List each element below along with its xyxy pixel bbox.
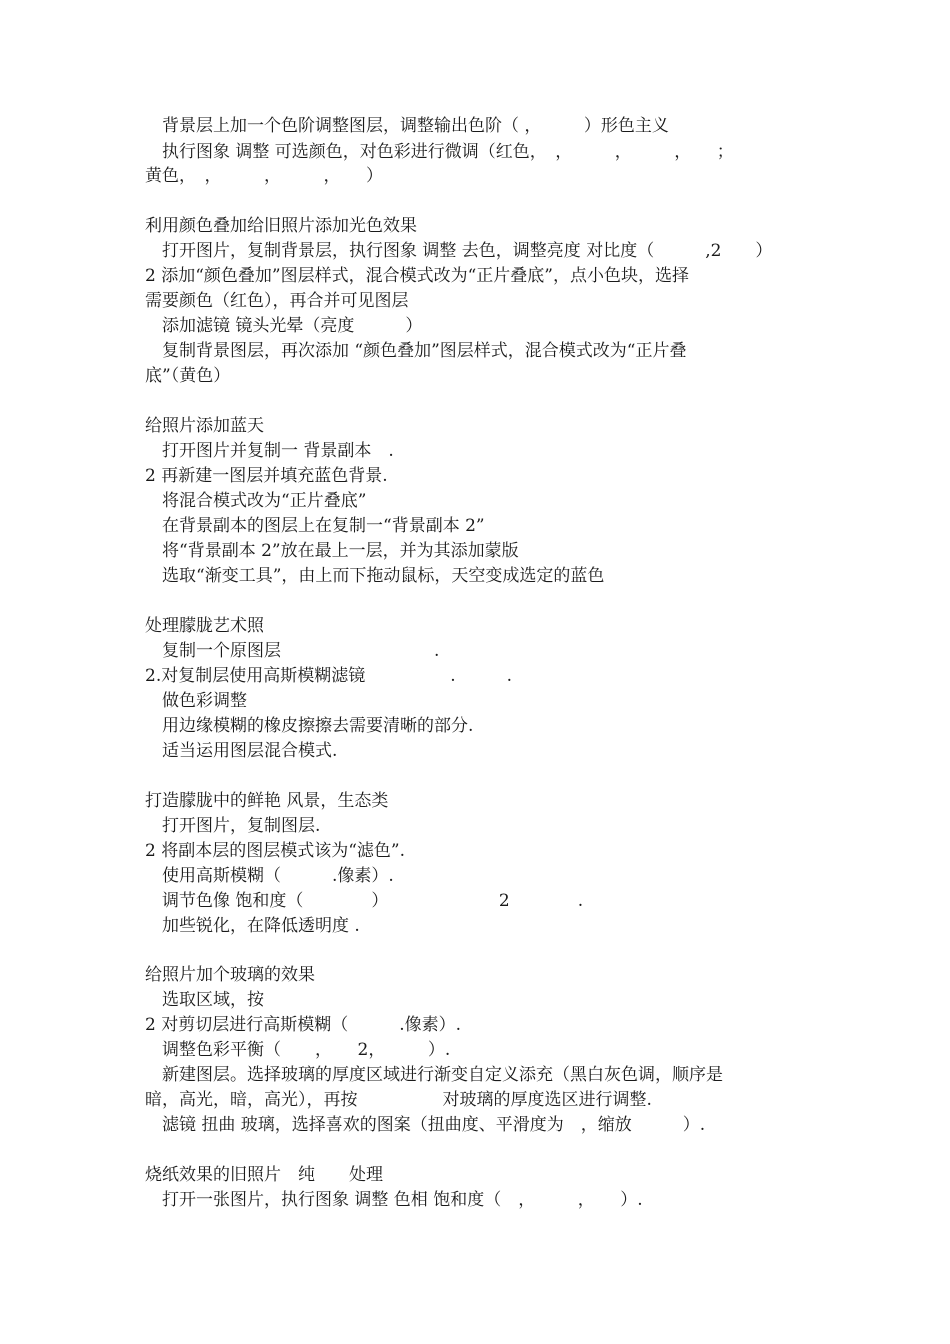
section-heading: 给照片加个玻璃的效果 <box>145 965 315 985</box>
text-line: 背景层上加一个色阶调整图层，调整输出色阶（ ， ）形色主义 <box>145 116 669 136</box>
text-line: 打开图片，复制图层. <box>145 816 321 836</box>
text-line: 需要颜色（红色），再合并可见图层 <box>145 291 409 311</box>
text-line: 选取“渐变工具”，由上而下拖动鼠标，天空变成选定的蓝色 <box>145 566 605 586</box>
text-line: 在背景副本的图层上在复制一“背景副本 2” <box>145 516 485 536</box>
text-line: 复制一个原图层 . <box>145 641 440 661</box>
text-line: 2.对复制层使用高斯模糊滤镜 . . <box>145 666 513 686</box>
text-line: 新建图层。选择玻璃的厚度区域进行渐变自定义添充（黑白灰色调，顺序是 <box>145 1065 723 1085</box>
text-line: 用边缘模糊的橡皮擦擦去需要清晰的部分. <box>145 716 474 736</box>
text-line: 将“背景副本 2”放在最上一层，并为其添加蒙版 <box>145 541 519 561</box>
section-heading: 给照片添加蓝天 <box>145 416 264 436</box>
text-line: 执行图象 调整 可选颜色，对色彩进行微调（红色， ， ， ， ； <box>145 142 734 162</box>
text-line: 将混合模式改为“正片叠底” <box>145 491 367 511</box>
text-line: 2 添加“颜色叠加”图层样式，混合模式改为“正片叠底”，点小色块，选择 <box>145 266 689 286</box>
text-line: 暗，高光，暗，高光），再按 对玻璃的厚度选区进行调整. <box>145 1090 652 1110</box>
text-line: 调整色彩平衡（ ， 2， ）. <box>145 1040 451 1060</box>
text-line: 做色彩调整 <box>145 691 247 711</box>
text-line: 添加滤镜 镜头光晕（亮度 ） <box>145 316 423 336</box>
text-line: 底”（黄色） <box>145 366 231 386</box>
text-line: 黄色， ， ， ， ） <box>145 166 383 186</box>
text-line: 滤镜 扭曲 玻璃，选择喜欢的图案（扭曲度、平滑度为 ，缩放 ）. <box>145 1115 706 1135</box>
text-line: 适当运用图层混合模式. <box>145 741 338 761</box>
text-line: 打开图片，复制背景层，执行图象 调整 去色，调整亮度 对比度（ ,2 ） <box>145 241 773 261</box>
text-line: 打开图片并复制一 背景副本 . <box>145 441 394 461</box>
section-heading: 利用颜色叠加给旧照片添加光色效果 <box>145 216 417 236</box>
text-line: 调节色像 饱和度（ ） 2 . <box>145 891 584 911</box>
section-heading: 打造朦胧中的鲜艳 风景，生态类 <box>145 791 389 811</box>
text-line: 加些锐化，在降低透明度 . <box>145 916 360 936</box>
text-line: 使用高斯模糊（ .像素）. <box>145 866 394 886</box>
text-line: 选取区域，按 <box>145 990 264 1010</box>
text-line: 2 再新建一图层并填充蓝色背景. <box>145 466 388 486</box>
text-line: 2 对剪切层进行高斯模糊（ .像素）. <box>145 1015 462 1035</box>
text-line: 2 将副本层的图层模式该为“滤色”. <box>145 841 406 861</box>
text-line: 复制背景图层，再次添加 “颜色叠加”图层样式，混合模式改为“正片叠 <box>145 341 687 361</box>
section-heading: 烧纸效果的旧照片 纯 处理 <box>145 1165 383 1185</box>
section-heading: 处理朦胧艺术照 <box>145 616 264 636</box>
text-line: 打开一张图片，执行图象 调整 色相 饱和度（ ， ， ）. <box>145 1190 643 1210</box>
